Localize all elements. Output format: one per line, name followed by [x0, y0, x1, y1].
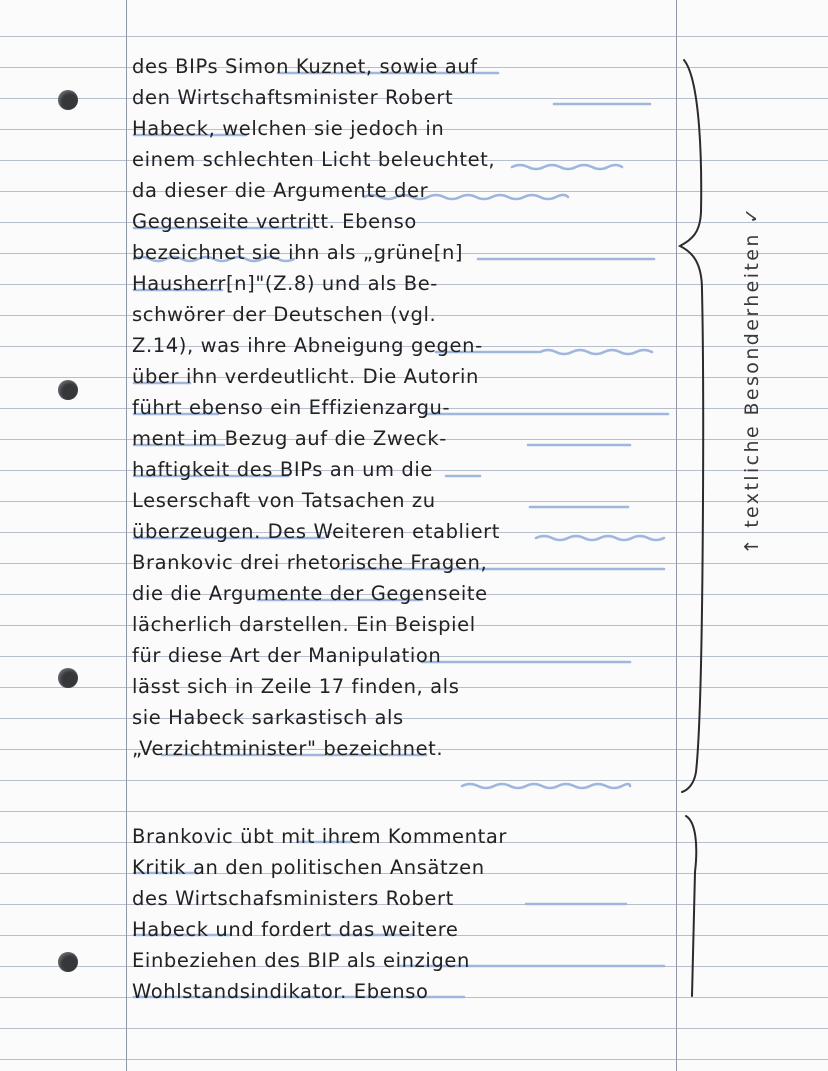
text-line: des Wirtschafsministers Robert	[132, 887, 454, 910]
text-line: haftigkeit des BIPs an um die	[132, 458, 434, 481]
text-line: lässt sich in Zeile 17 finden, als	[132, 675, 460, 698]
text-line: da dieser die Argumente der	[132, 179, 429, 202]
paragraph-1	[132, 48, 677, 761]
text-line: Wohlstandsindikator. Ebenso	[132, 980, 429, 1003]
margin-note-text: ↑ textliche Besonderheiten ✓	[741, 205, 763, 555]
text-line: Brankovic drei rhetorische Fragen,	[132, 551, 488, 574]
text-line: „Verzichtminister" bezeichnet.	[132, 737, 444, 760]
text-line: Brankovic übt mit ihrem Kommentar	[132, 825, 508, 848]
text-line: bezeichnet sie ihn als „grüne[n]	[132, 241, 464, 264]
text-line: Habeck, welchen sie jedoch in	[132, 117, 445, 140]
margin-brace	[680, 60, 703, 792]
text-line: für diese Art der Manipulation	[132, 644, 442, 667]
text-line: die die Argumente der Gegenseite	[132, 582, 488, 605]
text-line: einem schlechten Licht beleuchtet,	[132, 148, 496, 171]
text-line: den Wirtschaftsminister Robert	[132, 86, 454, 109]
margin-brace-2	[686, 816, 696, 996]
text-line: Leserschaft von Tatsachen zu	[132, 489, 436, 512]
text-line: Habeck und fordert das weitere	[132, 918, 459, 941]
text-line: überzeugen. Des Weiteren etabliert	[132, 520, 501, 543]
text-line: ment im Bezug auf die Zweck-	[132, 427, 447, 450]
text-line: Einbeziehen des BIP als einzigen	[132, 949, 470, 972]
text-line: des BIPs Simon Kuznet, sowie auf	[132, 55, 478, 78]
paragraph-2	[132, 818, 677, 1004]
text-line: sie Habeck sarkastisch als	[132, 706, 404, 729]
text-line: Z.14), was ihre Abneigung gegen-	[132, 334, 483, 357]
text-line: Hausherr[n]"(Z.8) und als Be-	[132, 272, 438, 295]
text-line: führt ebenso ein Effizienzargu-	[132, 396, 451, 419]
wavy-underline-bezeichnet-2	[462, 784, 630, 788]
text-line: Gegenseite vertritt. Ebenso	[132, 210, 417, 233]
text-line: über ihn verdeutlicht. Die Autorin	[132, 365, 479, 388]
text-line: schwörer der Deutschen (vgl.	[132, 303, 437, 326]
text-line: Kritik an den politischen Ansätzen	[132, 856, 485, 879]
text-line: lächerlich darstellen. Ein Beispiel	[132, 613, 476, 636]
